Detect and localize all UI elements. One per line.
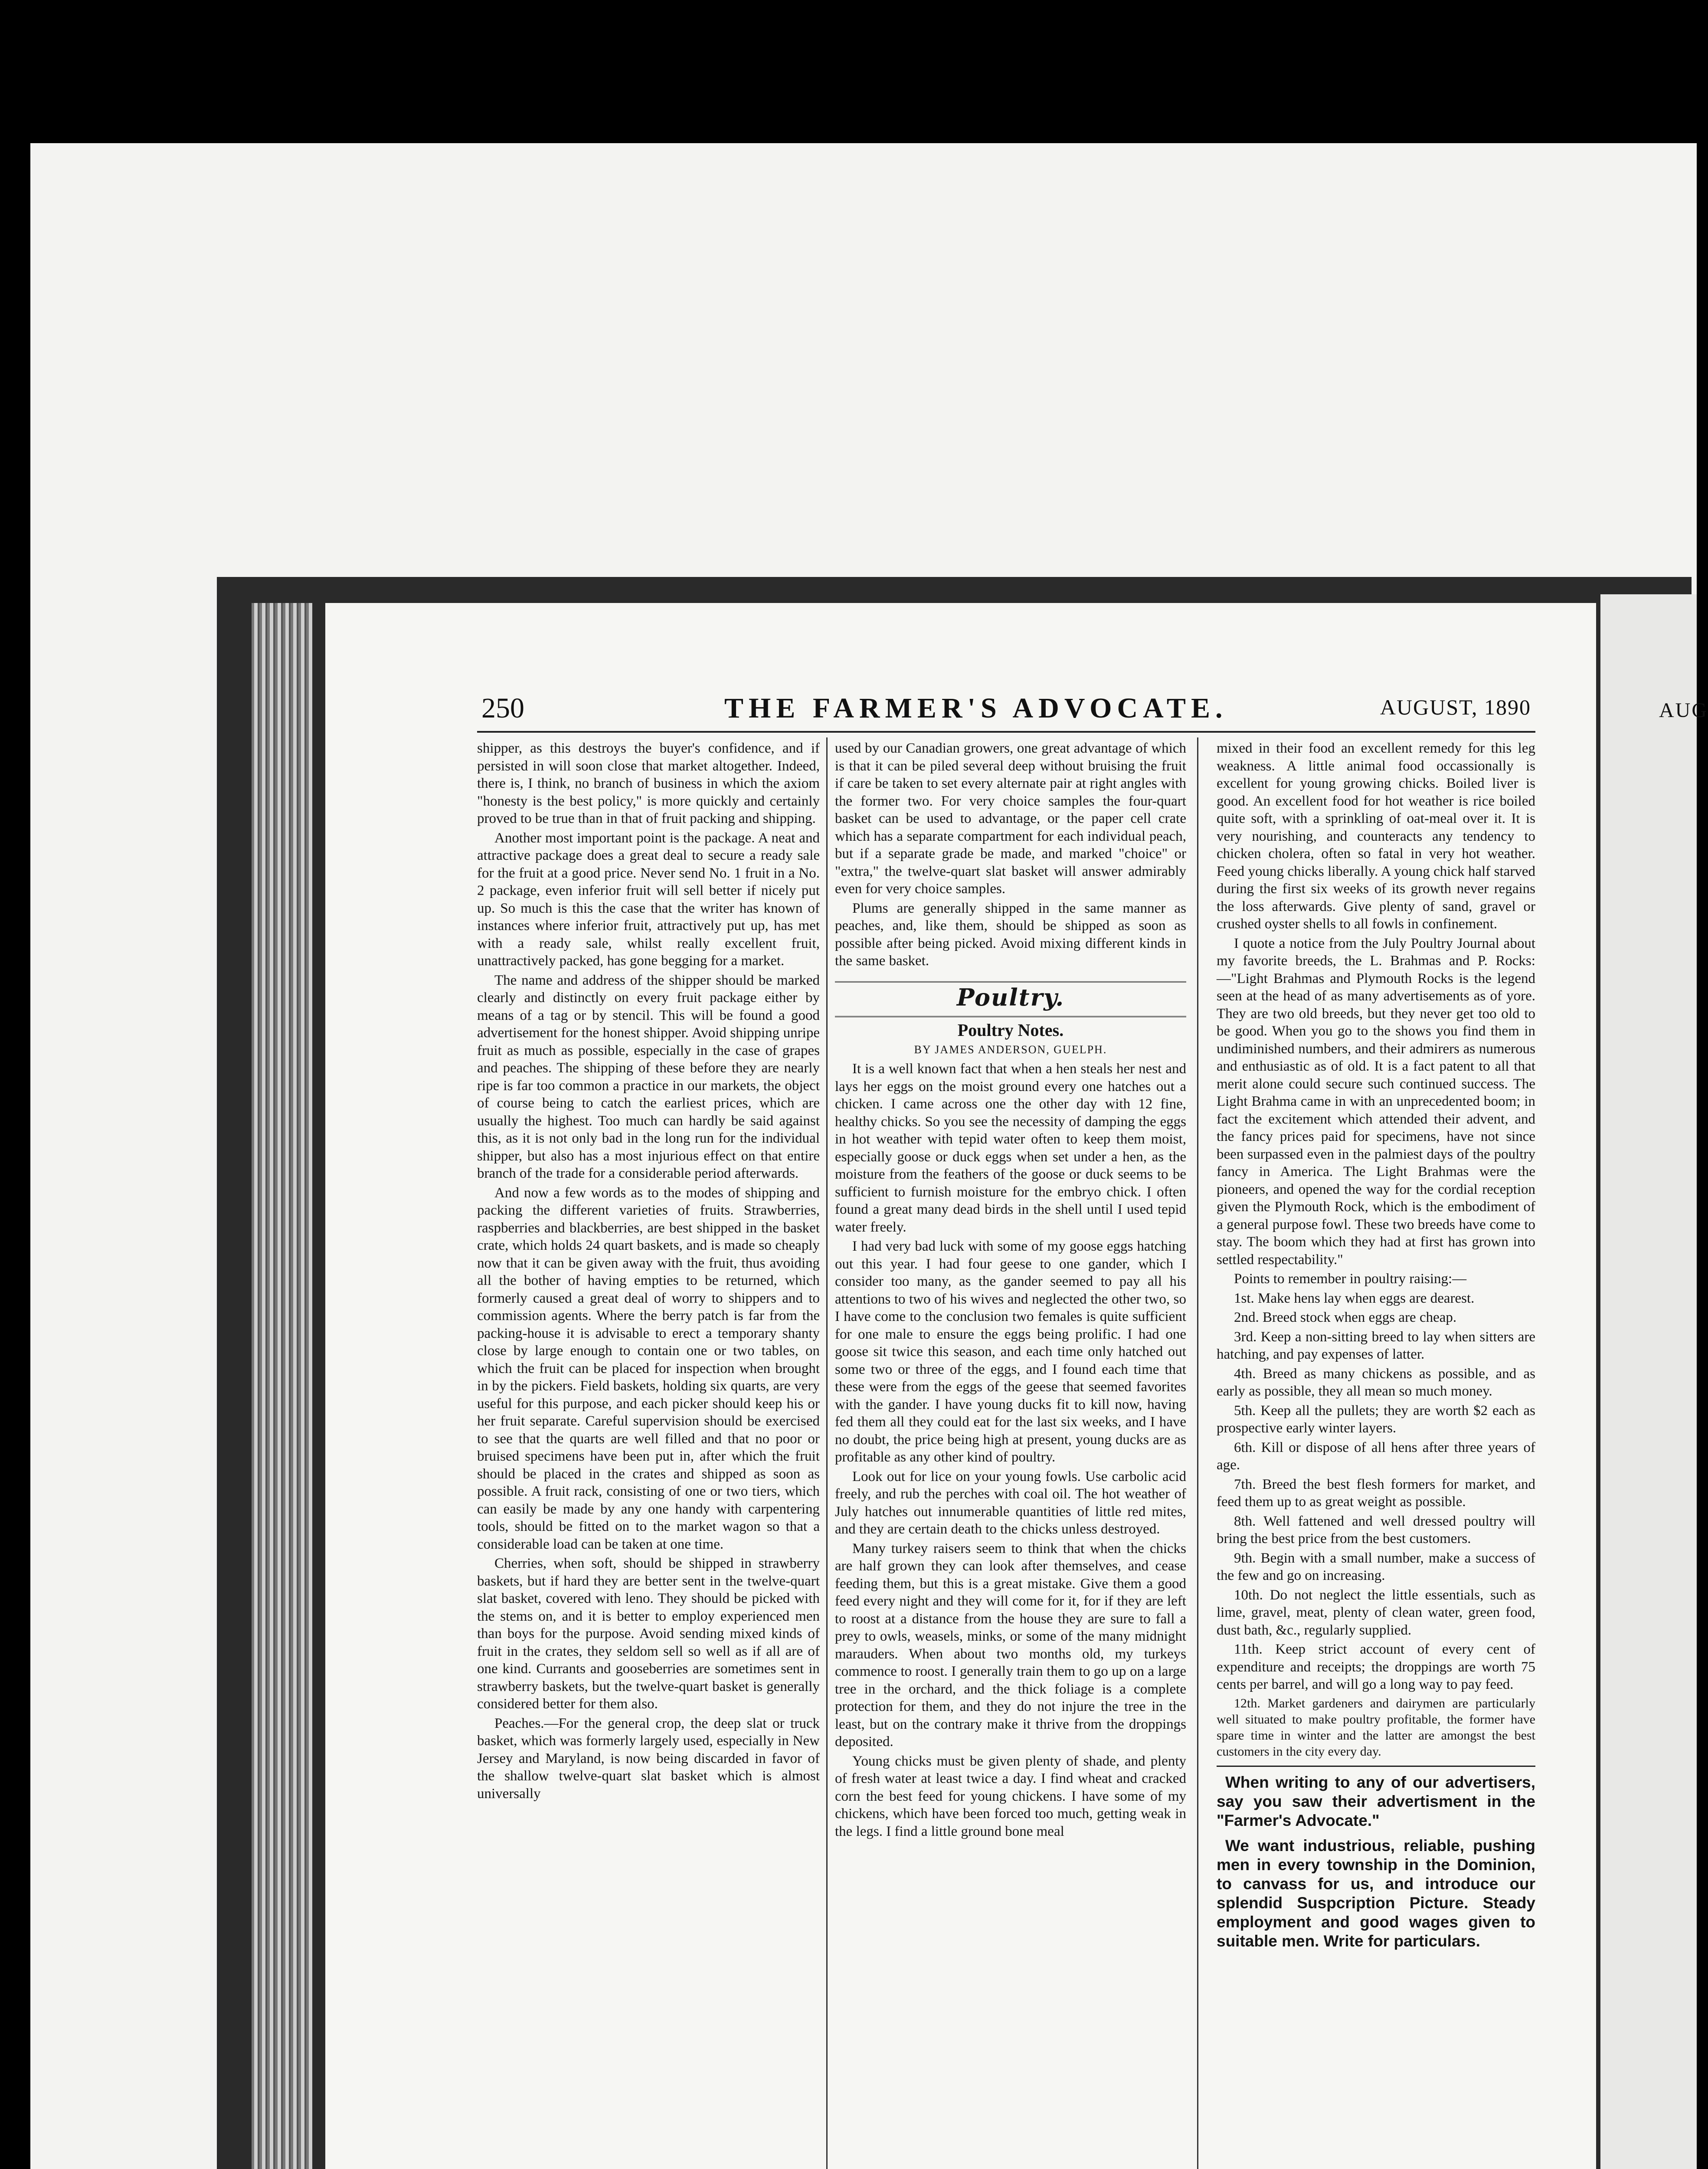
column-rule-2 [1197, 737, 1198, 2169]
column-rule-1 [826, 737, 828, 2169]
list-item: 12th. Market gardeners and dairymen are particularly well situated to make poultry profitable, the former have spare time in winter and the latter are amongst the best customers in the city every day. [1217, 1696, 1535, 1759]
paragraph: It is a well known fact that when a hen steals her nest and lays her eggs on the moist ground every one hatches out a chicken. I came across one the other day with 12 fine, healthy chicks. So you see the necessity of damping the eggs in hot weather with tepid water often to keep them moist, especially goose or duck eggs when set under a hen, as the moisture from the feathers of the goose or duck seems to be sufficient to furnish moisture for the embryo chick. I often found a great many dead birds in the shell until I used tepid water freely. [835, 1061, 1186, 1235]
section-title: Poultry. [956, 983, 1065, 1011]
paragraph: Look out for lice on your young fowls. Use carbolic acid freely, and rub the perches with coal oil. The hot weather of July hatches out innumerable quantities of little red mites, and they are certain death to the chicks unless destroyed. [835, 1468, 1186, 1537]
page-edges [252, 603, 312, 2169]
ad-notice: When writing to any of our advertisers, say you saw their advertisment in the "Farmer's Advocate." [1217, 1773, 1535, 1829]
list-item: 10th. Do not neglect the little essentials, such as lime, gravel, meat, plenty of clean water, green food, dust bath, &c., regularly supplied. [1217, 1587, 1535, 1638]
facing-page-header: AUG [1659, 699, 1708, 722]
list-item: 11th. Keep strict account of every cent of expenditure and receipts; the droppings are worth 75 cents per barrel, and will go a long way to pay feed. [1217, 1641, 1535, 1692]
paragraph: Plums are generally shipped in the same manner as peaches, and, like them, should be shipped as soon as possible after being picked. Avoid mixing different kinds in the same basket. [835, 900, 1186, 969]
paragraph: The name and address of the shipper should be marked clearly and distinctly on every fruit package either by means of a tag or by stencil. This will be found a good advertisement for the honest shipper. Avoid shipping unripe fruit as much as possible, especially in the case of grapes and peaches. The shipping of these before they are nearly ripe is far too common a practice in our markets, the object of course being to catch the earliest prices, which are usually the highest. Too much can hardly be said against this, as it is not only bad in the long run for the individual shipper, but also has a most injurious effect on that entire branch of the trade for a considerable period afterwards. [477, 972, 820, 1181]
list-item: 9th. Begin with a small number, make a success of the few and go on increasing. [1217, 1550, 1535, 1583]
list-item: 2nd. Breed stock when eggs are cheap. [1234, 1310, 1457, 1325]
paragraph: I quote a notice from the July Poultry Journal about my favorite breeds, the L. Brahmas and P. Rocks:—"Light Brahmas and Plymouth Rocks is the legend seen at the head of as many advertisements as of yore. They are two old breeds, but they never get too old to be good. When you go to the shows you find them in undiminished numbers, and their admirers as numerous and enthusiastic as of old. It is a fact patent to all that merit alone could secure such continued success. The Light Brahma came in with an unprecedented boom; in fact the excitement which attended their advent, and the fancy prices paid for specimens, have not since been surpassed even in the palmiest days of the poultry fancy in America. The Light Brahmas were the pioneers, and opened the way for the cordial reception given the Plymouth Rock, which is the embodiment of a general purpose fowl. These two breeds have come to stay. The boom which they had at first has grown into settled respectability." [1217, 935, 1535, 1268]
points-intro: Points to remember in poultry raising:— [1234, 1271, 1467, 1287]
column-3 [1217, 740, 1535, 1957]
article-title: Poultry Notes. [957, 1020, 1064, 1040]
column-1 [477, 740, 820, 1804]
paragraph: And now a few words as to the modes of shipping and packing the different varieties of fruits. Strawberries, raspberries and blackberries, are best shipped in the basket crate, which holds 24 quart baskets, and is made so cheaply now that it can be given away with the fruit, thus avoiding all the bother of having empties to be returned, which formerly caused a great deal of worry to shippers and to commission agents. Where the berry patch is far from the packing-house it is advisable to erect a temporary shanty close by large enough to contain one or two tables, on which the fruit can be placed for inspection when brought in by the pickers. Field baskets, holding six quarts, are very useful for this purpose, and each picker should keep his or her fruit separate. Careful supervision should be exercised to see that the quarts are well filled and that no poor or bruised specimens have been put in, after which the fruit should be placed in the crates and shipped as soon as possible. A fruit rack, consisting of one or two tiers, which can easily be made by any one handy with carpentering tools, should be fitted on to the market wagon so that a considerable load can be taken at one time. [477, 1185, 820, 1552]
column-2 [835, 740, 1186, 1842]
paragraph: used by our Canadian growers, one great advantage of which is that it can be piled several deep without bruising the fruit if care be taken to set every alternate pair at right angles with the former two. For very choice samples the four-quart basket can be used to advantage, or the paper cell crate which has a separate compartment for each individual peach, but if a separate grade be made, and marked "choice" or "extra," the twelve-quart slat basket will answer admirably even for very choice samples. [835, 740, 1186, 897]
facing-page [1600, 594, 1708, 2169]
advertisement-box [1217, 1766, 1535, 1951]
list-item: 8th. Well fattened and well dressed poultry will bring the best price from the best customers. [1217, 1513, 1535, 1546]
page-number: 250 [481, 692, 524, 724]
list-item: 5th. Keep all the pullets; they are worth $2 each as prospective early winter layers. [1217, 1402, 1535, 1436]
paragraph: Young chicks must be given plenty of shade, and plenty of fresh water at least twice a day. I find wheat and cracked corn the best feed for young chickens. I have some of my chickens, which have been forced too much, getting weak in the legs. I find a little ground bone meal [835, 1753, 1186, 1839]
paragraph: shipper, as this destroys the buyer's confidence, and if persisted in will soon close that market altogether. Indeed, there is, I think, no branch of business in which the axiom "honesty is the best policy," is more quickly and certainly proved to be true than in that of fruit packing and shipping. [477, 740, 820, 826]
page-header [481, 692, 1531, 727]
paragraph: mixed in their food an excellent remedy for this leg weakness. A little animal food occassionally is excellent for young growing chicks. Boiled liver is good. An excellent food for hot weather is rice boiled quite soft, with a sprinkling of oat-meal over it. It is very nourishing, and counteracts any tendency to chicken cholera, often so fatal in very hot weather. Feed young chicks liberally. A young chick half starved during the first six weeks of its growth never regains the loss afterwards. Give plenty of sand, gravel or crushed oyster shells to all fowls in confinement. [1217, 740, 1535, 932]
paragraph: Peaches.—For the general crop, the deep slat or truck basket, which was formerly largely used, especially in New Jersey and Maryland, is now being discarded in favor of the shallow twelve-quart slat basket which is almost universally [477, 1715, 820, 1802]
paragraph: Many turkey raisers seem to think that when the chicks are half grown they can look after themselves, and cease feeding them, but this is a great mistake. Give them a good feed every night and they will come for it, for if they are left to roost at a distance from the house they are sure to fall a prey to owls, weasels, minks, or some of the many midnight marauders. When about two months old, my turkeys commence to roost. I generally train them to go up on a large tree in the orchard, and the thick foliage is a complete protection for them, and they do not injure the tree in the least, but on the contrary make it thrive from the droppings deposited. [835, 1540, 1186, 1750]
ad-canvassers: We want industrious, reliable, pushing men in every township in the Dominion, to canvass for us, and introduce our splendid Suspcription Picture. Steady employment and good wages given to suitable men. Write for particulars. [1217, 1836, 1535, 1950]
masthead: THE FARMER'S ADVOCATE. [724, 692, 1228, 724]
paragraph: Another most important point is the package. A neat and attractive package does a great deal to secure a ready sale for the fruit at a good price. Never send No. 1 fruit in a No. 2 package, even inferior fruit will sell better if nicely put up. So much is this the case that the writer has known of instances where inferior fruit, attractively put up, has met with a ready sale, whilst really excellent fruit, unattractively packed, has gone begging for a market. [477, 830, 820, 969]
list-item: 1st. Make hens lay when eggs are dearest. [1234, 1290, 1475, 1306]
article-byline: BY JAMES ANDERSON, GUELPH. [914, 1043, 1107, 1056]
list-item: 4th. Breed as many chickens as possible, and as early as possible, they all mean so much money. [1217, 1366, 1535, 1399]
list-item: 7th. Breed the best flesh formers for market, and feed them up to as great weight as possible. [1217, 1476, 1535, 1510]
issue-date: AUGUST, 1890 [1380, 695, 1531, 719]
list-item: 6th. Kill or dispose of all hens after three years of age. [1217, 1439, 1535, 1473]
section-heading [835, 981, 1186, 1018]
list-item: 3rd. Keep a non-sitting breed to lay when sitters are hatching, and pay expenses of latter. [1217, 1329, 1535, 1362]
header-rule [477, 731, 1535, 733]
paragraph: I had very bad luck with some of my goose eggs hatching out this year. I had four geese to one gander, which I consider too many, as the gander seemed to pay all his attentions to two of his wives and neglected the other two, so I have come to the conclusion two females is quite sufficient for one male to ensure the eggs being prolific. I had one goose sit twice this season, and each time only hatched out some two or three of the eggs, and I found each time that these were from the eggs of the geese that seemed favorites with the gander. I have young ducks fit to kill now, having fed them all they could eat for the last six weeks, and I have no doubt, the price being high at present, young ducks are as profitable as any other kind of poultry. [835, 1238, 1186, 1465]
paragraph: Cherries, when soft, should be shipped in strawberry baskets, but if hard they are better sent in the twelve-quart slat basket, covered with leno. They should be picked with the stems on, and it is better to employ experienced men than boys for the purpose. Avoid sending mixed kinds of fruit in the crates, they seldom sell so well as if all are of one kind. Currants and gooseberries are sometimes sent in strawberry baskets, but the twelve-quart basket is generally considered better for them also. [477, 1556, 820, 1712]
